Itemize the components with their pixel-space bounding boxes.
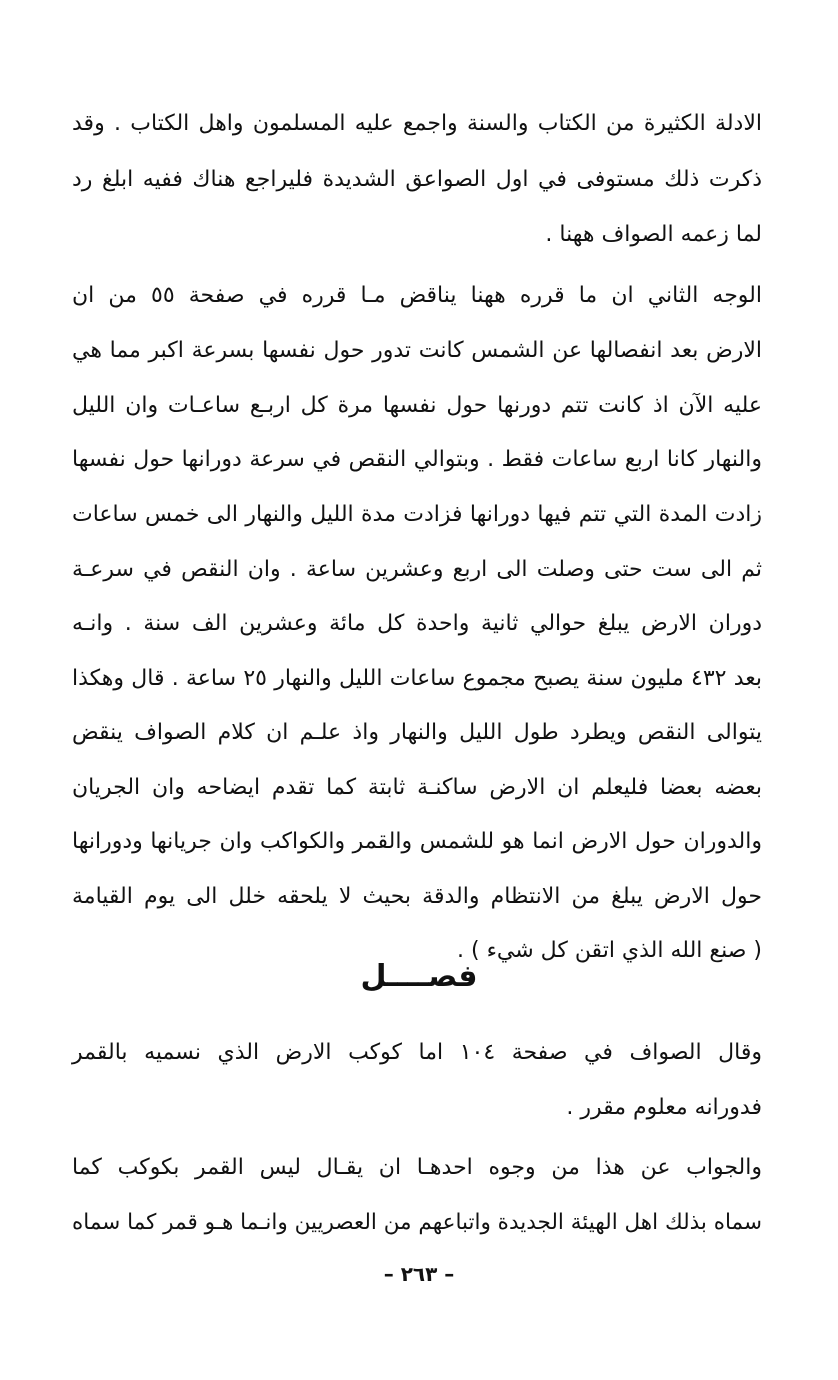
text-line: فدورانه معلوم مقرر .: [566, 1095, 762, 1120]
text-line: زادت المدة التي تتم فيها دورانها فزادت مدة الليل والنهار الى خمس ساعات: [72, 502, 762, 527]
text-line: الوجه الثاني ان ما قرره ههنا يناقض مـا قرره في صفحة ٥٥ من ان: [72, 283, 762, 308]
section-heading: فصــــل: [360, 959, 478, 994]
text-line: والدوران حول الارض انما هو للشمس والقمر والكواكب وان جريانها ودورانها: [72, 829, 762, 854]
text-line: وقال الصواف في صفحة ١٠٤ اما كوكب الارض الذي نسميه بالقمر: [72, 1040, 762, 1065]
text-line: والنهار كانا اربع ساعات فقط . وبتوالي النقص في سرعة دورانها حول نفسها: [72, 447, 762, 472]
text-line: ذكرت ذلك مستوفى في اول الصواعق الشديدة فليراجع هناك ففيه ابلغ رد: [72, 167, 762, 192]
text-line: والجواب عن هذا من وجوه احدهـا ان يقـال ليس القمر بكوكب كما: [72, 1155, 762, 1180]
text-line: بعضه بعضا فليعلم ان الارض ساكنـة ثابتة كما تقدم ايضاحه وان الجريان: [72, 775, 762, 800]
text-line: سماه بذلك اهل الهيئة الجديدة واتباعهم من العصريين وانـما هـو قمر كما سماه: [72, 1210, 762, 1235]
text-line: ثم الى ست حتى وصلت الى اربع وعشرين ساعة . وان النقص في سرعـة: [72, 557, 762, 582]
text-line: ( صنع الله الذي اتقن كل شيء ) .: [457, 938, 762, 963]
text-line: يتوالى النقص ويطرد طول الليل والنهار واذ علـم ان كلام الصواف ينقض: [72, 720, 762, 745]
text-line: لما زعمه الصواف ههنا .: [545, 222, 762, 247]
text-line: الارض بعد انفصالها عن الشمس كانت تدور حول نفسها بسرعة اكبر مما هي: [72, 338, 762, 363]
page-number: – ٢٦٣ –: [383, 1262, 455, 1286]
text-line: حول الارض يبلغ من الانتظام والدقة بحيث لا يلحقه خلل الى يوم القيامة: [72, 884, 762, 909]
text-line: دوران الارض يبلغ حوالي ثانية واحدة كل مائة وعشرين الف سنة . وانـه: [72, 611, 762, 636]
text-line: الادلة الكثيرة من الكتاب والسنة واجمع عليه المسلمون واهل الكتاب . وقد: [72, 111, 762, 136]
text-line: عليه الآن اذ كانت تتم دورنها حول نفسها مرة كل اربـع ساعـات وان الليل: [72, 393, 762, 418]
text-line: بعد ٤٣٢ مليون سنة يصبح مجموع ساعات الليل والنهار ٢٥ ساعة . قال وهكذا: [72, 666, 762, 691]
